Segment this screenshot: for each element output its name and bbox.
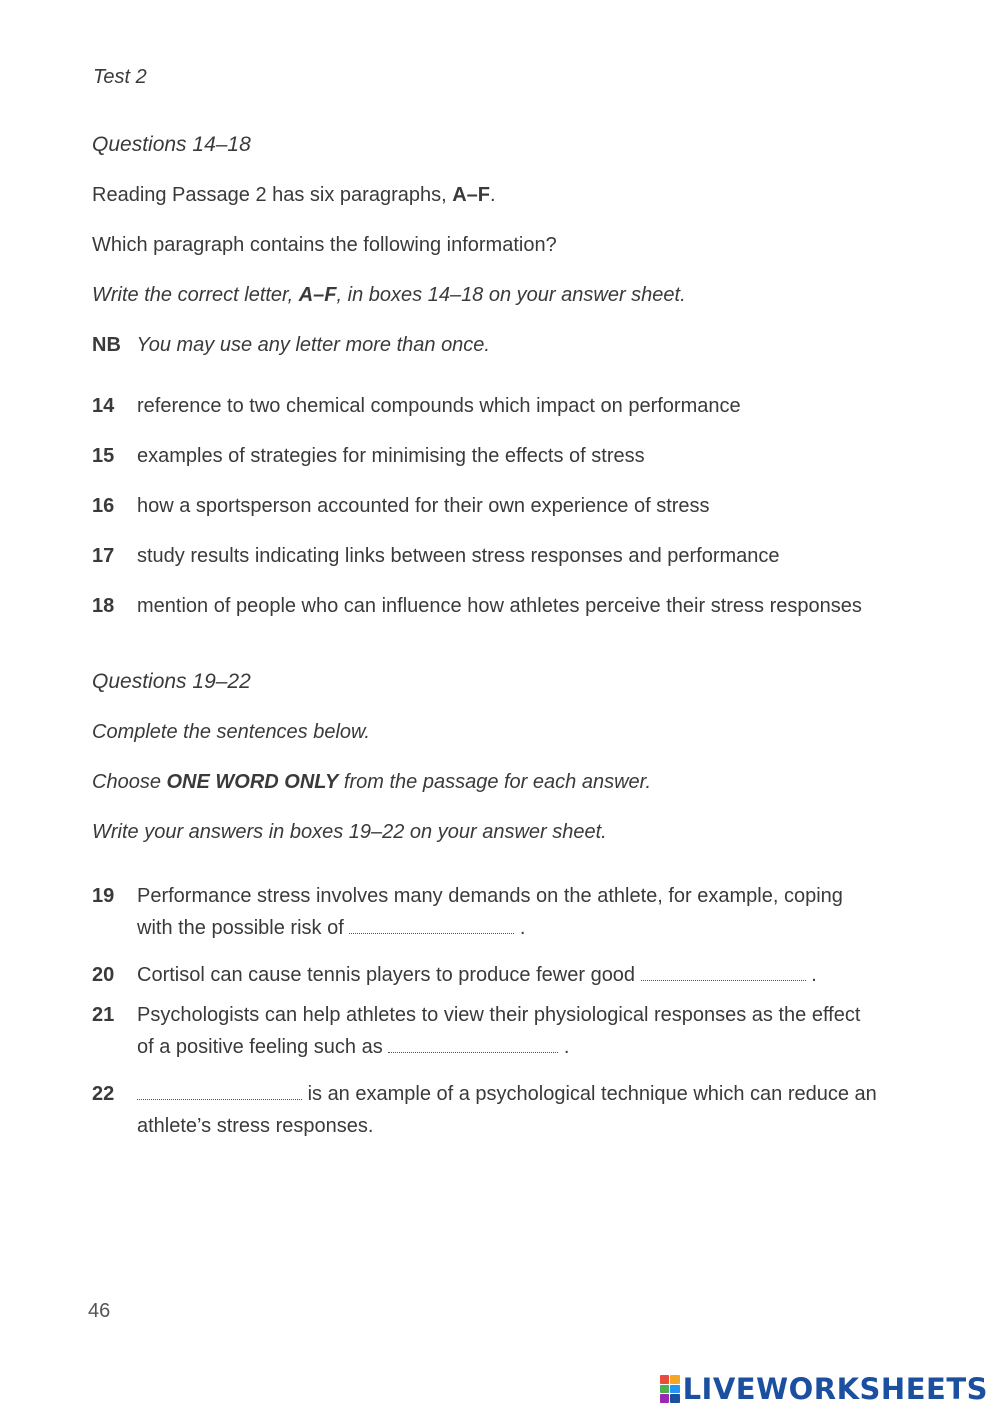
instruction-prefix: Write the correct letter, bbox=[92, 284, 299, 306]
item-number: 16 bbox=[92, 495, 115, 517]
test-label: Test 2 bbox=[93, 66, 147, 88]
item-number: 19 bbox=[92, 885, 115, 907]
list-item bbox=[92, 395, 741, 418]
sentence-line2: of a positive feeling such as bbox=[137, 1036, 383, 1058]
sentence-line1: Performance stress involves many demands on the athlete, for example, coping bbox=[137, 885, 843, 907]
item-number: 15 bbox=[92, 445, 115, 467]
sentence-line1: is an example of a psychological technique which can reduce an bbox=[307, 1083, 877, 1105]
sentence-line2: athlete’s stress responses. bbox=[137, 1115, 374, 1137]
item-text: reference to two chemical compounds which impact on performance bbox=[137, 395, 741, 417]
list-item bbox=[92, 1004, 912, 1063]
list-item bbox=[92, 964, 912, 987]
list-item bbox=[92, 545, 780, 568]
sentence-line2: with the possible risk of bbox=[137, 917, 344, 939]
item-text: mention of people who can influence how athletes perceive their stress responses bbox=[137, 595, 862, 617]
sentence-end: . bbox=[519, 917, 526, 939]
item-number: 22 bbox=[92, 1083, 115, 1105]
page-number: 46 bbox=[88, 1300, 111, 1322]
nb-note bbox=[92, 334, 490, 357]
brand-text: LIVEWORKSHEETS bbox=[682, 1372, 988, 1406]
instruction-bold: A–F bbox=[298, 284, 337, 306]
intro-suffix: . bbox=[490, 184, 496, 206]
item-number: 21 bbox=[92, 1004, 115, 1026]
answer-blank-20[interactable] bbox=[641, 966, 806, 981]
section-heading-19-22: Questions 19–22 bbox=[92, 670, 251, 693]
nb-text: You may use any letter more than once. bbox=[136, 334, 490, 356]
item-number: 14 bbox=[92, 395, 115, 417]
item-number: 18 bbox=[92, 595, 115, 617]
intro-bold: A–F bbox=[452, 184, 491, 206]
instruction-write-letter bbox=[92, 284, 686, 307]
sentence-line1: Psychologists can help athletes to view their physiological responses as the effect bbox=[137, 1004, 861, 1026]
nb-label: NB bbox=[92, 334, 121, 356]
sentence-line1: Cortisol can cause tennis players to produce fewer good bbox=[137, 964, 636, 986]
item-number: 17 bbox=[92, 545, 115, 567]
answer-blank-19[interactable] bbox=[349, 919, 514, 934]
list-item bbox=[92, 595, 862, 618]
section-heading-14-18: Questions 14–18 bbox=[92, 133, 251, 156]
item-number: 20 bbox=[92, 964, 115, 986]
list-item bbox=[92, 1083, 922, 1142]
answer-blank-21[interactable] bbox=[388, 1038, 558, 1053]
logo-blocks-icon bbox=[660, 1375, 680, 1403]
list-item bbox=[92, 495, 710, 518]
instruction2-bold: ONE WORD ONLY bbox=[166, 771, 339, 793]
instruction2-suffix: from the passage for each answer. bbox=[338, 771, 652, 793]
list-item bbox=[92, 445, 645, 468]
instruction-complete: Complete the sentences below. bbox=[92, 721, 370, 743]
question-prompt: Which paragraph contains the following information? bbox=[92, 234, 557, 256]
instruction-choose bbox=[92, 771, 651, 794]
passage-intro bbox=[92, 184, 496, 207]
item-text: examples of strategies for minimising the effects of stress bbox=[137, 445, 645, 467]
sentence-end: . bbox=[563, 1036, 570, 1058]
instruction-suffix: , in boxes 14–18 on your answer sheet. bbox=[336, 284, 686, 306]
instruction2-prefix: Choose bbox=[92, 771, 167, 793]
list-item bbox=[92, 885, 912, 944]
instruction-write-answers: Write your answers in boxes 19–22 on your answer sheet. bbox=[92, 821, 607, 843]
liveworksheets-logo bbox=[660, 1372, 988, 1406]
item-text: how a sportsperson accounted for their own experience of stress bbox=[137, 495, 710, 517]
sentence-end: . bbox=[811, 964, 817, 986]
intro-prefix: Reading Passage 2 has six paragraphs, bbox=[92, 184, 453, 206]
item-text: study results indicating links between stress responses and performance bbox=[137, 545, 780, 567]
answer-blank-22[interactable] bbox=[137, 1085, 302, 1100]
